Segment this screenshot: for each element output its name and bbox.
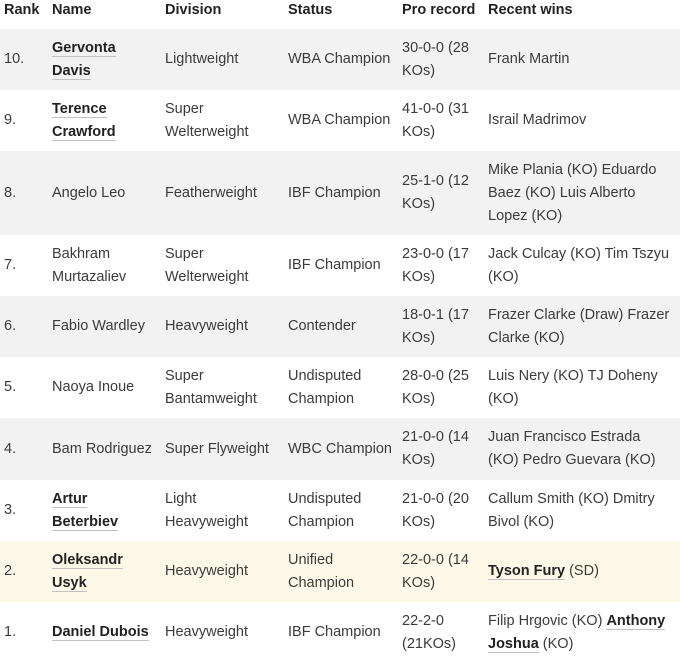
fighter-link[interactable]: Terence Crawford: [52, 100, 116, 140]
record-cell: 18-0-1 (17 KOs): [398, 296, 484, 357]
fighter-link[interactable]: Artur Beterbiev: [52, 490, 119, 530]
recent-wins-cell: Frank Martin: [484, 29, 680, 90]
fighter-name: Bam Rodriguez: [52, 440, 152, 457]
record-cell: 25-1-0 (12 KOs): [398, 151, 484, 235]
status-cell: WBA Champion: [284, 90, 398, 151]
header-record: Pro record: [402, 2, 476, 18]
fighter-link[interactable]: Oleksandr Usyk: [52, 551, 123, 591]
record-cell: 22-2-0 (21KOs): [398, 602, 484, 663]
rank-cell: 6.: [0, 296, 48, 357]
result-text: (KO): [538, 635, 574, 652]
recent-wins-cell: Juan Francisco Estrada (KO) Pedro Guevara (KO): [484, 418, 680, 480]
status-cell: IBF Champion: [284, 602, 398, 663]
status-cell: Undisputed Champion: [284, 357, 398, 418]
recent-wins-cell: Mike Plania (KO) Eduardo Baez (KO) Luis Alberto Lopez (KO): [484, 151, 680, 235]
fighter-link[interactable]: Daniel Dubois: [52, 624, 149, 640]
fighter-name: Fabio Wardley: [52, 318, 145, 334]
header-division: Division: [165, 2, 222, 18]
recent-wins-cell: Frazer Clarke (Draw) Frazer Clarke (KO): [484, 296, 680, 357]
opponent-link[interactable]: Anthony Joshua: [488, 612, 666, 652]
name-cell: [48, 418, 161, 480]
status-cell: IBF Champion: [284, 235, 398, 296]
recent-wins-cell: [484, 541, 680, 602]
division-cell: Heavyweight: [161, 541, 284, 602]
status-cell: Unified Champion: [284, 541, 398, 602]
name-cell: [48, 235, 161, 296]
status-cell: WBC Champion: [284, 418, 398, 480]
record-cell: 21-0-0 (14 KOs): [398, 418, 484, 480]
division-cell: Light Heavyweight: [161, 480, 284, 541]
rank-cell: 5.: [0, 357, 48, 418]
record-cell: 22-0-0 (14 KOs): [398, 541, 484, 602]
rank-cell: 2.: [0, 541, 48, 602]
table-row: [0, 29, 680, 90]
header-row: [0, 0, 680, 29]
name-cell: [48, 151, 161, 235]
division-cell: Super Flyweight: [161, 418, 284, 480]
result-text: Filip Hrgovic (KO): [488, 612, 607, 629]
fighter-link[interactable]: Gervonta Davis: [52, 39, 116, 79]
name-cell: [48, 296, 161, 357]
record-cell: 41-0-0 (31 KOs): [398, 90, 484, 151]
division-cell: Heavyweight: [161, 602, 284, 663]
record-cell: 28-0-0 (25 KOs): [398, 357, 484, 418]
rank-cell: 3.: [0, 480, 48, 541]
header-name: Name: [52, 2, 92, 18]
recent-wins-cell: [484, 602, 680, 663]
rank-cell: 10.: [0, 29, 48, 90]
status-cell: Undisputed Champion: [284, 480, 398, 541]
table-row: [0, 90, 680, 151]
status-cell: WBA Champion: [284, 29, 398, 90]
fighter-name: Bakhram Murtazaliev: [52, 245, 127, 285]
name-cell: [48, 541, 161, 602]
name-cell: [48, 357, 161, 418]
table-row: [0, 357, 680, 418]
recent-wins-cell: Callum Smith (KO) Dmitry Bivol (KO): [484, 480, 680, 541]
name-cell: [48, 602, 161, 663]
division-cell: Super Bantamweight: [161, 357, 284, 418]
fighter-name: Naoya Inoue: [52, 379, 135, 395]
header-recent-wins: Recent wins: [488, 2, 573, 18]
header-rank: Rank: [4, 2, 40, 18]
table-row: [0, 235, 680, 296]
record-cell: 23-0-0 (17 KOs): [398, 235, 484, 296]
fighter-name: Angelo Leo: [52, 184, 126, 201]
division-cell: Super Welterweight: [161, 90, 284, 151]
record-cell: 30-0-0 (28 KOs): [398, 29, 484, 90]
name-cell: [48, 90, 161, 151]
header-status: Status: [288, 2, 333, 18]
table-row: [0, 418, 680, 480]
rank-cell: 1.: [0, 602, 48, 663]
recent-wins-cell: Israil Madrimov: [484, 90, 680, 151]
record-cell: 21-0-0 (20 KOs): [398, 480, 484, 541]
recent-wins-cell: Jack Culcay (KO) Tim Tszyu (KO): [484, 235, 680, 296]
result-text: (SD): [565, 563, 599, 579]
table-row-highlighted: [0, 541, 680, 602]
table-row: [0, 151, 680, 235]
status-cell: IBF Champion: [284, 151, 398, 235]
division-cell: Featherweight: [161, 151, 284, 235]
opponent-link[interactable]: Tyson Fury: [488, 563, 566, 579]
division-cell: Heavyweight: [161, 296, 284, 357]
name-cell: [48, 480, 161, 541]
name-cell: [48, 29, 161, 90]
recent-wins-cell: Luis Nery (KO) TJ Doheny (KO): [484, 357, 680, 418]
rank-cell: 9.: [0, 90, 48, 151]
rank-cell: 4.: [0, 418, 48, 480]
division-cell: Lightweight: [161, 29, 284, 90]
table-row: [0, 480, 680, 541]
division-cell: Super Welterweight: [161, 235, 284, 296]
rank-cell: 8.: [0, 151, 48, 235]
rank-cell: 7.: [0, 235, 48, 296]
table-row: [0, 296, 680, 357]
status-cell: Contender: [284, 296, 398, 357]
table-row: [0, 602, 680, 663]
